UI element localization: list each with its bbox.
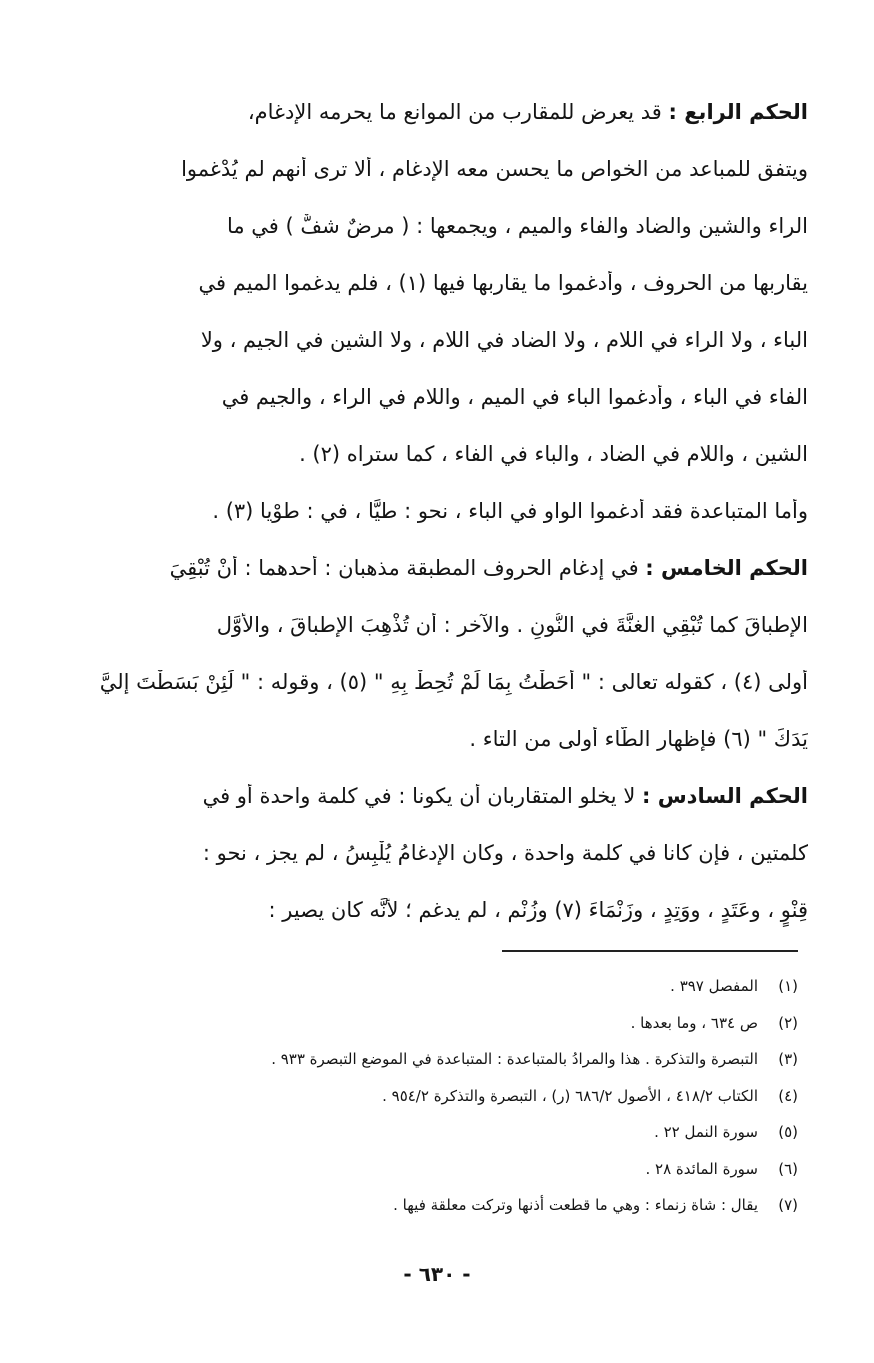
text-line — [48, 214, 808, 271]
text-line — [48, 271, 808, 328]
line-text: لا يخلو المتقاربان أن يكونا : في كلمة واحدة أو في — [202, 784, 642, 808]
footnote — [120, 968, 798, 1005]
rule-heading: الحكم الخامس : — [645, 556, 808, 580]
line-text: الباء ، ولا الراء في اللام ، ولا الضاد في اللام ، ولا الشين في الجيم ، ولا — [200, 328, 808, 352]
line-text: ويتفق للمباعد من الخواص ما يحسن معه الإدغام ، ألا ترى أنهم لم يُدْغموا — [181, 157, 808, 181]
line-text: وأما المتباعدة فقد أدغموا الواو في الباء ، نحو : طيًّا ، في : طوْيا (٣) . — [212, 499, 808, 523]
footnote — [120, 1041, 798, 1078]
line-text: الشين ، واللام في الضاد ، والباء في الفاء ، كما ستراه (٢) . — [299, 442, 808, 466]
line-text: الراء والشين والضاد والفاء والميم ، ويجمعها : ( مرضٌ شفٌّ ) في ما — [226, 214, 808, 238]
main-text — [48, 100, 808, 955]
text-line — [48, 157, 808, 214]
line-text: يَدَكَ " (٦) فإظهار الطَّاء أولى من التاء . — [469, 727, 808, 751]
text-line — [48, 898, 808, 955]
footnote — [120, 1005, 798, 1042]
footnote-number: (٦) — [778, 1159, 798, 1178]
footnote-number: (٢) — [778, 1013, 798, 1032]
line-text: الإطباقَ كما تُبْقِي الغنَّةَ في النُّونِ . والآخر : أن تُذْهِبَ الإطباقَ ، والأوَّل — [216, 613, 808, 637]
page-number: - ٦٣٠ - — [403, 1262, 471, 1286]
footnote-text: التبصرة والتذكرة . هذا والمرادُ بالمتباعدة : المتباعدة في الموضع التبصرة ٩٣٣ . — [271, 1050, 758, 1068]
rule-heading: الحكم الرابع : — [668, 100, 808, 124]
footnote-text: يقال : شاة زنماء : وهي ما قطعت أذنها وتركت معلقة فيها . — [393, 1196, 758, 1214]
text-line — [48, 499, 808, 556]
text-line — [48, 613, 808, 670]
footnote — [120, 1114, 798, 1151]
text-line — [48, 100, 808, 157]
rule-heading: الحكم السادس : — [641, 784, 808, 808]
line-text: أولى (٤) ، كقوله تعالى : " أَحَطْتُ بِمَا لَمْ تُحِطْ بِهِ " (٥) ، وقوله : " لَئِنْ بَسَطْتَ إليَّ — [99, 670, 808, 694]
text-line — [48, 784, 808, 841]
footnote — [120, 1151, 798, 1188]
footnote — [120, 1187, 798, 1224]
text-line — [48, 841, 808, 898]
text-line — [48, 556, 808, 613]
text-line — [48, 385, 808, 442]
line-text: قِنْوٍ ، وعَتَدٍ ، ووَتِدٍ ، وزَنْمَاءَ (٧) وزُنْم ، لم يدغم ؛ لأنَّه كان يصير : — [268, 898, 808, 922]
footnote-text: ص ٦٣٤ ، وما بعدها . — [630, 1013, 758, 1032]
line-text: كلمتين ، فإن كانا في كلمة واحدة ، وكان الإدغامُ يُلْبِسُ ، لم يجز ، نحو : — [202, 841, 808, 865]
text-line — [48, 328, 808, 385]
footnote-text: سورة النمل ٢٢ . — [654, 1123, 758, 1141]
footnote-number: (٧) — [778, 1196, 798, 1214]
text-line — [48, 670, 808, 727]
footnote-number: (١) — [778, 977, 798, 995]
line-text: في إدغام الحروف المطبقة مذهبان : أحدهما : أنْ تُبْقِيَ — [169, 556, 646, 580]
footnote-text: الكتاب ٤١٨/٢ ، الأصول ٦٨٦/٢ (ر) ، التبصرة والتذكرة ٩٥٤/٢ . — [382, 1086, 758, 1105]
footnote-divider — [502, 950, 798, 952]
line-text: يقاربها من الحروف ، وأدغموا ما يقاربها فيها (١) ، فلم يدغموا الميم في — [198, 271, 808, 295]
footnote — [120, 1078, 798, 1115]
text-line — [48, 442, 808, 499]
footnotes — [120, 968, 798, 1224]
footnote-number: (٣) — [778, 1050, 798, 1068]
line-text: الفاء في الباء ، وأدغموا الباء في الميم ، واللام في الراء ، والجيم في — [221, 385, 808, 409]
footnote-text: سورة المائدة ٢٨ . — [645, 1159, 758, 1178]
footnote-number: (٤) — [778, 1086, 798, 1105]
text-line — [48, 727, 808, 784]
footnote-number: (٥) — [778, 1123, 798, 1141]
footnote-text: المفصل ٣٩٧ . — [670, 977, 758, 995]
line-text: قد يعرض للمقارب من الموانع ما يحرمه الإدغام، — [247, 100, 669, 124]
